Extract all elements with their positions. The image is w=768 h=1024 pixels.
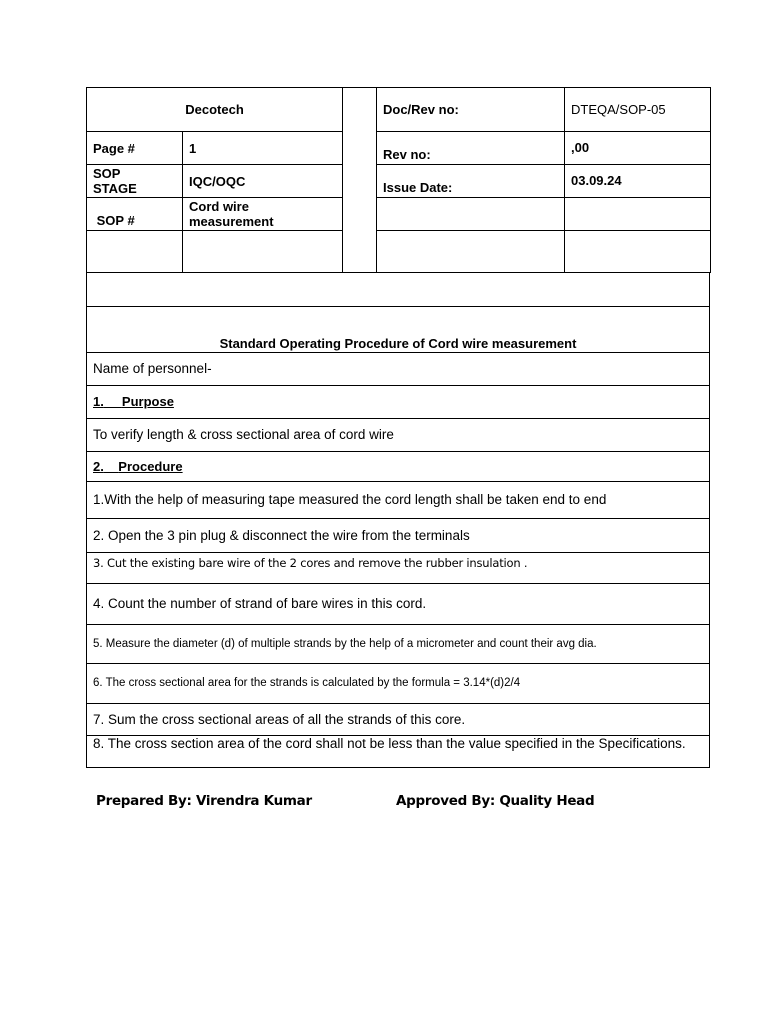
prepared-by: Prepared By: Virendra Kumar xyxy=(96,793,312,809)
header-table xyxy=(86,87,711,273)
blank-row xyxy=(87,272,710,306)
approved-by: Approved By: Quality Head xyxy=(396,793,595,809)
document-title: Standard Operating Procedure of Cord wire measurement xyxy=(87,306,710,352)
procedure-table xyxy=(86,272,710,768)
purpose-heading: 1. Purpose xyxy=(87,385,710,418)
doc-rev-value: DTEQA/SOP-05 xyxy=(565,88,711,132)
empty-cell xyxy=(565,231,711,273)
sop-stage-label-line2: STAGE xyxy=(93,181,137,196)
empty-cell xyxy=(377,231,565,273)
rev-label: Rev no: xyxy=(377,132,565,165)
empty-cell xyxy=(183,231,343,273)
personnel-row: Name of personnel- xyxy=(87,352,710,385)
procedure-step: 2. Open the 3 pin plug & disconnect the wire from the terminals xyxy=(87,518,710,552)
sop-number-value-line2: measurement xyxy=(189,214,274,229)
procedure-step: 6. The cross sectional area for the strands is calculated by the formula = 3.14*(d)2/4 xyxy=(87,663,710,703)
doc-rev-label: Doc/Rev no: xyxy=(377,88,565,132)
empty-cell xyxy=(87,231,183,273)
empty-cell xyxy=(565,198,711,231)
sop-stage-label-line1: SOP xyxy=(93,166,121,181)
procedure-step: 4. Count the number of strand of bare wires in this cord. xyxy=(87,583,710,624)
page-label: Page # xyxy=(87,132,183,165)
empty-cell xyxy=(377,198,565,231)
purpose-text: To verify length & cross sectional area of cord wire xyxy=(87,418,710,451)
sop-stage-value: IQC/OQC xyxy=(183,165,343,198)
issue-date-label: Issue Date: xyxy=(377,165,565,198)
sop-number-value-line1: Cord wire xyxy=(189,199,249,214)
procedure-step: 7. Sum the cross sectional areas of all the strands of this core. xyxy=(87,703,710,735)
sop-stage-label xyxy=(87,165,183,198)
rev-value: ,00 xyxy=(565,132,711,165)
procedure-step: 5. Measure the diameter (d) of multiple strands by the help of a micrometer and count their avg dia. xyxy=(87,624,710,663)
procedure-heading: 2. Procedure xyxy=(87,451,710,481)
company-name: Decotech xyxy=(87,88,343,132)
procedure-step: 3. Cut the existing bare wire of the 2 cores and remove the rubber insulation . xyxy=(87,552,710,583)
issue-date-value: 03.09.24 xyxy=(565,165,711,198)
procedure-step: 1.With the help of measuring tape measured the cord length shall be taken end to end xyxy=(87,481,710,518)
procedure-step: 8. The cross section area of the cord shall not be less than the value specified in the Specifications. xyxy=(87,735,710,767)
sop-number-label: SOP # xyxy=(87,198,183,231)
header-spacer-column xyxy=(343,88,377,273)
sop-number-value xyxy=(183,198,343,231)
page-value: 1 xyxy=(183,132,343,165)
